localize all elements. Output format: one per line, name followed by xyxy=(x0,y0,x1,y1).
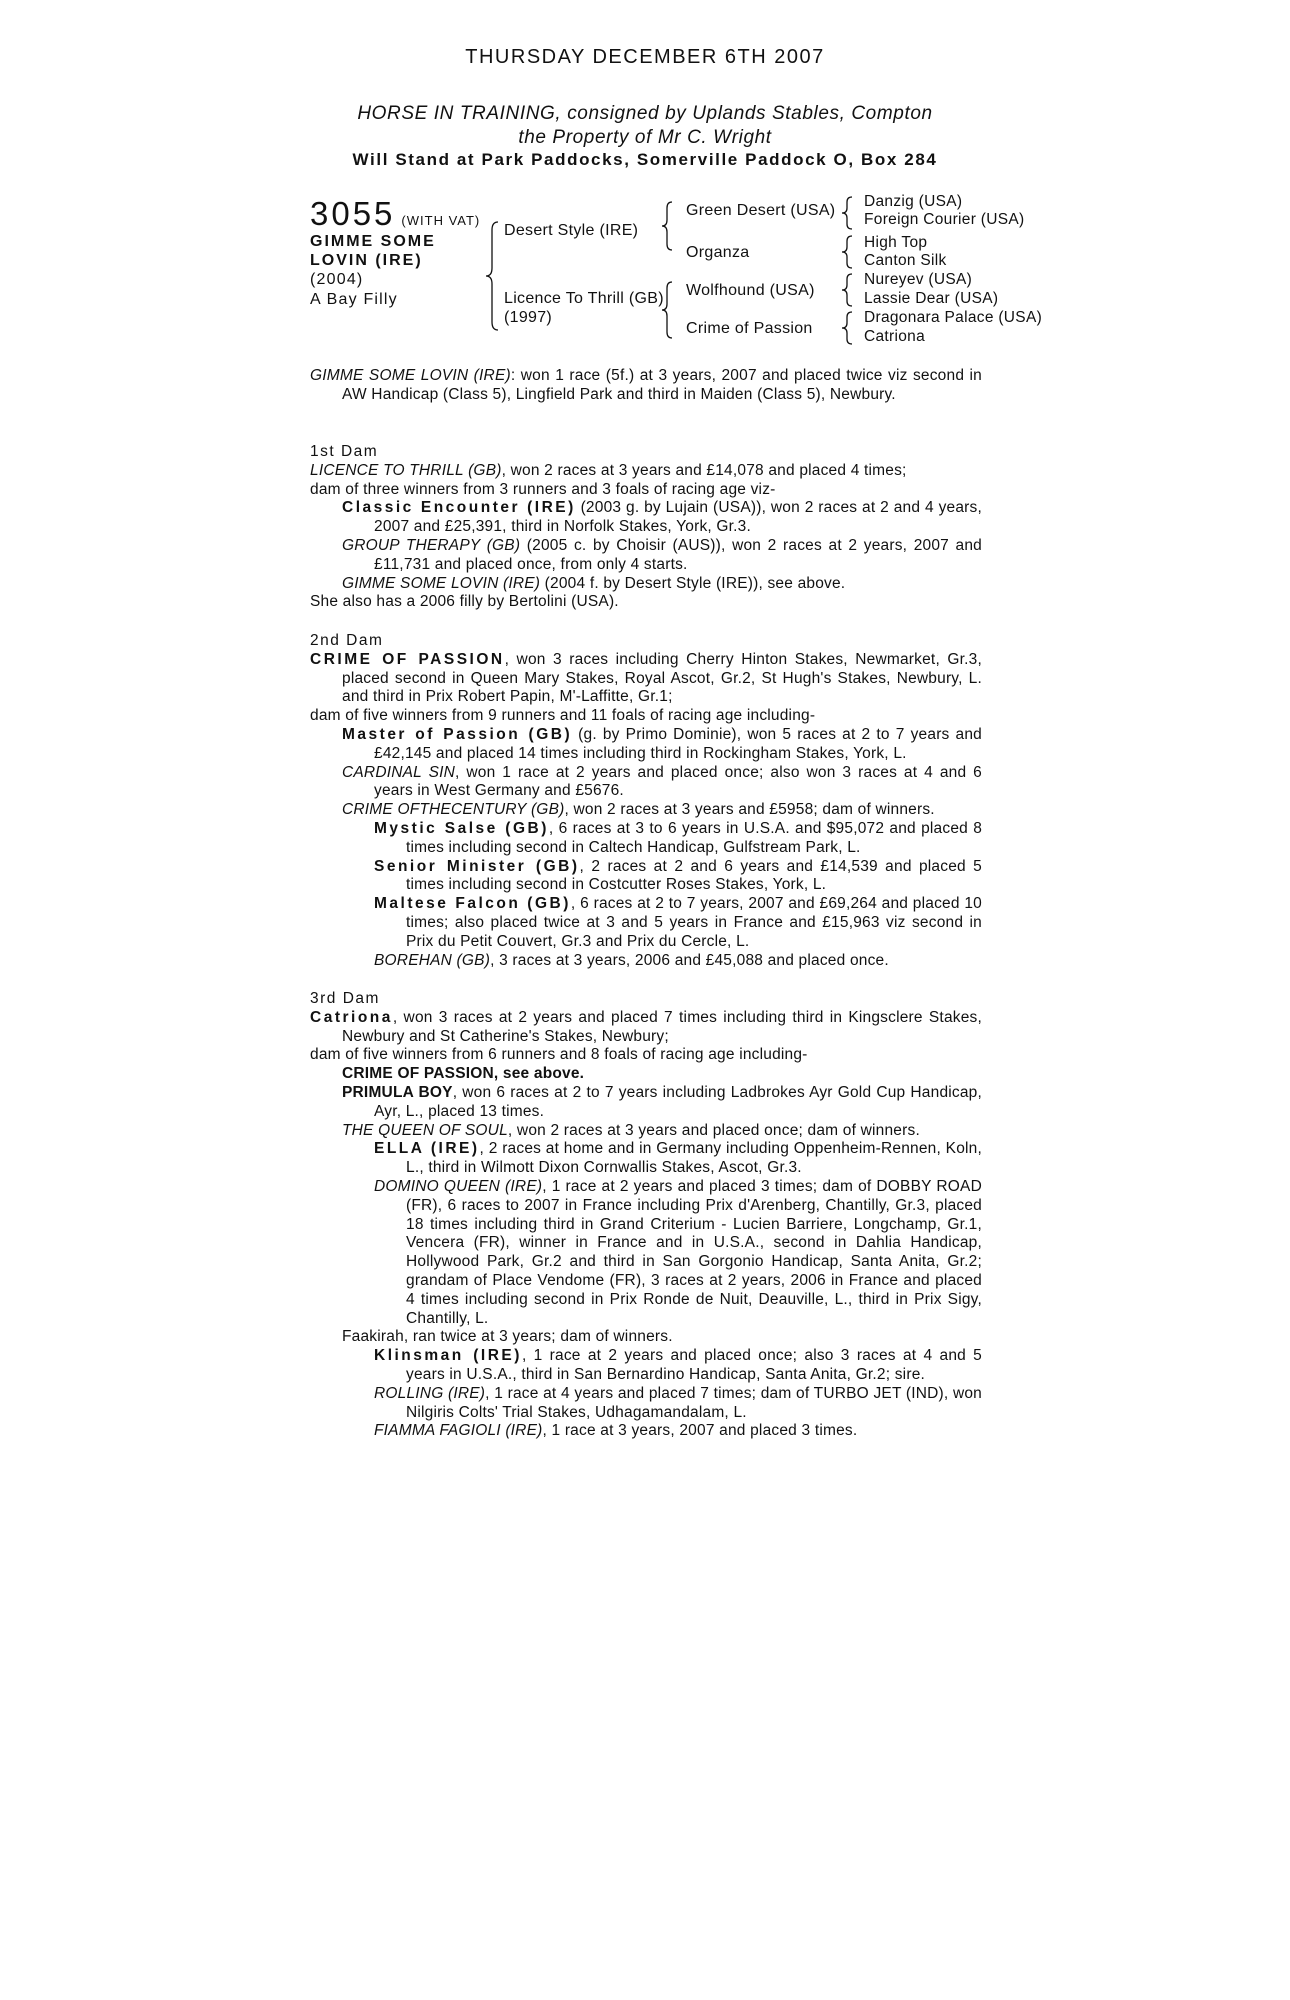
first-dam-produce2-name: GROUP THERAPY (GB) xyxy=(342,536,521,554)
first-dam-produce3-name: GIMME SOME LOVIN (IRE) xyxy=(342,574,541,592)
pedigree-gg6: Lassie Dear (USA) xyxy=(864,290,999,307)
pedigree-gg7: Dragonara Palace (USA) xyxy=(864,309,1043,326)
second-dam-produce2-text: , won 1 race at 2 years and placed once; also won 3 races at 4 and 6 years in West Germany and £5676. xyxy=(374,763,982,800)
pedigree-dam: Licence To Thrill (GB) xyxy=(504,290,664,307)
horse-name-line2: LOVIN (IRE) xyxy=(310,252,423,269)
first-dam-heading: 1st Dam xyxy=(310,443,379,460)
third-dam-grandproduce4-text: , 1 race at 4 years and placed 7 times; dam of TURBO JET (IND), won Nilgiris Colts' Trial Stakes, Udhagamandalam, L. xyxy=(406,1384,982,1421)
pedigree-sire-dam: Organza xyxy=(686,244,750,261)
third-dam-grandproduce3-text: , 1 race at 2 years and placed once; also 3 races at 4 and 5 years in U.S.A., third in San Bernardino Handicap, Santa Anita, Gr.2; sire. xyxy=(406,1347,982,1383)
pedigree-gg4: Canton Silk xyxy=(864,252,947,269)
lot-number: 3055 xyxy=(310,195,396,232)
third-dam-produce-summary: dam of five winners from 6 runners and 8 foals of racing age including- xyxy=(310,1046,808,1064)
second-dam-produce2-name: CARDINAL SIN xyxy=(342,763,456,781)
third-dam-produce2-name: PRIMULA BOY xyxy=(342,1083,453,1101)
vat-note: (WITH VAT) xyxy=(401,213,481,228)
third-dam-grandproduce1-name: ELLA (IRE) xyxy=(374,1140,480,1158)
third-dam-text: , won 3 races at 2 years and placed 7 times including third in Kingsclere Stakes, Newbury and St Catherine's Stakes, Newbury; xyxy=(342,1008,982,1045)
third-dam-grandproduce5-text: , 1 race at 3 years, 2007 and placed 3 times. xyxy=(542,1422,858,1440)
first-dam-produce1-name: Classic Encounter (IRE) xyxy=(342,499,576,517)
second-dam-produce1-name: Master of Passion (GB) xyxy=(342,725,573,743)
second-dam-heading: 2nd Dam xyxy=(310,632,384,649)
third-dam-name: Catriona xyxy=(310,1008,393,1026)
pedigree-sire: Desert Style (IRE) xyxy=(504,222,639,239)
second-dam-grandproduce1-text: , 6 races at 3 to 6 years in U.S.A. and $95,072 and placed 8 times including second in Caltech Handicap, Gulfstream Park, L. xyxy=(406,819,983,856)
pedigree-gg2: Foreign Courier (USA) xyxy=(864,211,1025,228)
pedigree-brace-gg2 xyxy=(840,234,856,270)
second-dam-text: , won 3 races including Cherry Hinton Stakes, Newmarket, Gr.3, placed second in Queen Mary Stakes, Royal Ascot, Gr.2, St Hugh's Stakes, Newbury, L. and third in Prix Robert Papin, M'-Laffitte, Gr.1; xyxy=(342,650,982,706)
second-dam-name: CRIME OF PASSION xyxy=(310,650,505,668)
pedigree-brace-gg1 xyxy=(840,195,856,231)
second-dam-grandproduce1-name: Mystic Salse (GB) xyxy=(374,819,549,837)
pedigree-brace-gg4 xyxy=(840,310,856,346)
pedigree-brace-sire xyxy=(660,200,676,252)
third-dam-grandproduce2-name: DOMINO QUEEN (IRE) xyxy=(374,1177,543,1195)
pedigree-dam-year: (1997) xyxy=(504,309,553,326)
second-dam-section xyxy=(310,632,982,970)
pedigree-dam-dam: Crime of Passion xyxy=(686,320,813,337)
second-dam-grandproduce2-text: , 2 races at 2 and 6 years and £14,539 and placed 5 times including second in Costcutter Roses Stakes, York, L. xyxy=(406,857,982,894)
pedigree-gg1: Danzig (USA) xyxy=(864,193,963,210)
third-dam-section xyxy=(310,990,982,1441)
third-dam-grandproduce2-text: , 1 race at 2 years and placed 3 times; dam of DOBBY ROAD (FR), 6 races to 2007 in France including Prix d'Arenberg, Chantilly, Gr.3, placed 18 times including third in Grand Criterium - Lucien Barriere, Longchamp, Gr.1, Vencera (FR), winner in France and in U.S.A., second in Dahlia Handicap, Hollywood Park, Gr.2 and third in San Gorgonio Handicap, Santa Anita, Gr.2; grandam of Place Vendome (FR), 3 races at 2 years, 2006 in France and placed 4 times including second in Prix Ronde de Nuit, Deauville, L., third in Prix Sigy, Chantilly, L. xyxy=(406,1177,982,1327)
first-dam-name: LICENCE TO THRILL (GB) xyxy=(310,461,502,479)
first-dam-produce-summary: dam of three winners from 3 runners and 3 foals of racing age viz- xyxy=(310,480,776,498)
first-dam-produce1-text: (2003 g. by Lujain (USA)), won 2 races at 2 and 4 years, 2007 and £25,391, third in Norfolk Stakes, York, Gr.3. xyxy=(374,499,982,536)
record-horse-name: GIMME SOME LOVIN (IRE) xyxy=(310,367,511,384)
pedigree-brace-gg3 xyxy=(840,272,856,308)
third-dam-heading: 3rd Dam xyxy=(310,990,380,1007)
sale-date: THURSDAY DECEMBER 6TH 2007 xyxy=(465,46,825,68)
race-record xyxy=(310,367,982,405)
horse-name-line1: GIMME SOME xyxy=(310,233,436,250)
second-dam-produce3-name: CRIME OFTHECENTURY (GB) xyxy=(342,801,565,819)
third-dam-grandproduce3-name: Klinsman (IRE) xyxy=(374,1347,522,1365)
pedigree-gg8: Catriona xyxy=(864,328,925,345)
first-dam-produce3-text: (2004 f. by Desert Style (IRE)), see above. xyxy=(540,574,846,592)
first-dam-text: , won 2 races at 3 years and £14,078 and placed 4 times; xyxy=(501,461,907,479)
second-dam-grandproduce2-name: Senior Minister (GB) xyxy=(374,857,580,875)
first-dam-section xyxy=(310,443,982,612)
third-dam-grandproduce1-text: , 2 races at home and in Germany including Oppenheim-Rennen, Koln, L., third in Wilmott Dixon Cornwallis Stakes, Ascot, Gr.3. xyxy=(406,1140,982,1177)
second-dam-produce1-text: (g. by Primo Dominie), won 5 races at 2 to 7 years and £42,145 and placed 14 times including third in Rockingham Stakes, York, L. xyxy=(374,725,982,762)
lot-header xyxy=(310,195,480,233)
pedigree-brace-dam xyxy=(660,280,676,340)
third-dam-produce3-text: , won 2 races at 3 years and placed once; dam of winners. xyxy=(507,1121,920,1139)
stand-line: Will Stand at Park Paddocks, Somerville Paddock O, Box 284 xyxy=(352,150,938,169)
property-line: the Property of Mr C. Wright xyxy=(518,127,772,148)
first-dam-produce2-text: (2005 c. by Choisir (AUS)), won 2 races at 2 years, 2007 and £11,731 and placed once, from only 4 starts. xyxy=(374,536,983,573)
third-dam-produce1: CRIME OF PASSION, see above. xyxy=(342,1065,585,1083)
pedigree-brace-main xyxy=(484,220,504,332)
record-text: : won 1 race (5f.) at 3 years, 2007 and placed twice viz second in AW Handicap (Class 5), Lingfield Park and third in Maiden (Class 5), Newbury. xyxy=(342,367,983,403)
third-dam-produce2-text: , won 6 races at 2 to 7 years including Ladbrokes Ayr Gold Cup Handicap, Ayr, L., placed 13 times. xyxy=(374,1083,983,1120)
pedigree-gg5: Nureyev (USA) xyxy=(864,271,973,288)
third-dam-produce4: Faakirah, ran twice at 3 years; dam of winners. xyxy=(342,1328,673,1346)
horse-description: A Bay Filly xyxy=(310,291,398,308)
third-dam-grandproduce5-name: FIAMMA FAGIOLI (IRE) xyxy=(374,1422,543,1440)
first-dam-also: She also has a 2006 filly by Bertolini (USA). xyxy=(310,593,619,611)
second-dam-grandproduce4-text: , 3 races at 3 years, 2006 and £45,088 and placed once. xyxy=(490,951,889,969)
third-dam-grandproduce4-name: ROLLING (IRE) xyxy=(374,1384,486,1402)
foaling-year: (2004) xyxy=(310,271,364,288)
second-dam-produce-summary: dam of five winners from 9 runners and 11 foals of racing age including- xyxy=(310,707,816,725)
second-dam-grandproduce4-name: BOREHAN (GB) xyxy=(374,951,491,969)
second-dam-grandproduce3-name: Maltese Falcon (GB) xyxy=(374,895,571,913)
pedigree-sire-sire: Green Desert (USA) xyxy=(686,202,836,219)
pedigree-gg3: High Top xyxy=(864,234,928,251)
second-dam-grandproduce3-text: , 6 races at 2 to 7 years, 2007 and £69,264 and placed 10 times; also placed twice at 3 and 5 years in France and £15,963 viz second in Prix du Petit Couvert, Gr.3 and Prix du Cercle, L. xyxy=(406,895,983,950)
third-dam-produce3-name: THE QUEEN OF SOUL xyxy=(342,1121,508,1139)
consignment-line: HORSE IN TRAINING, consigned by Uplands Stables, Compton xyxy=(357,103,933,124)
second-dam-produce3-text: , won 2 races at 3 years and £5958; dam of winners. xyxy=(564,801,935,819)
pedigree-dam-sire: Wolfhound (USA) xyxy=(686,282,815,299)
